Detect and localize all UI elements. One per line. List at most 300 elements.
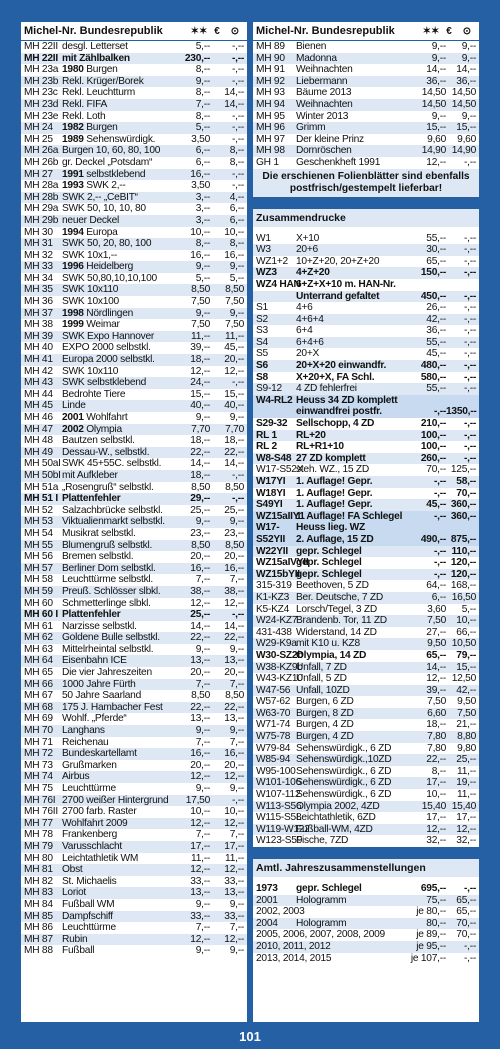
item-description: Narzisse selbstkl. [62, 620, 137, 632]
item-description: Weihnachten [296, 64, 353, 76]
item-description: 2. Auflage, 15 ZD [296, 533, 374, 545]
price-used: 8,50 [225, 539, 244, 551]
item-description: steh. WZ., 15 ZD [296, 464, 369, 476]
price-used: 14,-- [456, 64, 476, 76]
item-description: Fußball WM [62, 898, 115, 910]
price-used: -,-- [231, 75, 244, 87]
price-mint: 230,-- [184, 52, 210, 64]
item-description: Sehenswürdigk., 6 ZD [296, 789, 392, 801]
table-row [253, 314, 479, 326]
item-description: 1. Auflage! FA Schlegel [296, 510, 403, 522]
price-mint: 12,-- [190, 817, 210, 829]
price-used: 12,-- [456, 823, 476, 835]
table-row [253, 244, 479, 256]
item-number: MH 64 [24, 655, 53, 667]
item-description: 1991 selbstklebend [62, 168, 146, 180]
item-number: MH 34 [24, 272, 53, 284]
item-number: W119-W122 [256, 823, 310, 835]
item-number: MH 75 [24, 783, 53, 794]
item-number: MH 76I [24, 794, 56, 806]
price-mint: 8,50 [191, 539, 210, 551]
item-number: W29-K9a [256, 638, 297, 650]
price-used: -,-- [463, 383, 476, 395]
item-number: MH 82 [24, 875, 53, 887]
item-number: MH 41 [24, 354, 53, 366]
item-number: MH 29a [24, 203, 59, 215]
item-description: Bremen selbstkl. [62, 551, 134, 563]
item-number: MH 26b [24, 156, 59, 168]
price-mint: 24,-- [190, 377, 210, 389]
table-row [253, 134, 479, 146]
item-number: WZ15bYII [256, 568, 300, 580]
item-number: MH 68 [24, 701, 53, 713]
item-description: Wohlfahrt 2009 [62, 817, 128, 829]
price-mint: -,-- [433, 510, 446, 522]
item-description: 2700 weißer Hintergrund [62, 794, 169, 806]
item-description [296, 929, 410, 941]
table-row [21, 829, 247, 841]
price-mint: 8,50 [191, 481, 210, 493]
price-mint: je 89,-- [416, 929, 446, 941]
price-mint: 8,-- [195, 87, 210, 99]
item-description: Sehenswürdigk., 6 ZD [296, 777, 392, 789]
table-row [21, 563, 247, 575]
item-description: mit K10 u. KZ8 [296, 638, 360, 650]
price-mint: 9,-- [195, 783, 210, 794]
price-mint: 18,-- [426, 719, 446, 731]
table-row [253, 256, 479, 268]
price-mint: 9,50 [427, 638, 446, 650]
price-mint: 100,-- [420, 429, 446, 441]
price-used: 125,-- [450, 464, 476, 476]
price-mint: 75,-- [426, 894, 446, 906]
item-number: W63-70 [256, 707, 291, 719]
item-number: MH 26a [24, 145, 59, 157]
price-used: 14,50 [451, 98, 476, 110]
item-number: MH 90 [256, 52, 285, 64]
item-description: 10+Z+20, 20+Z+20 [296, 255, 380, 267]
table-row [21, 540, 247, 552]
item-description: Burgen, 4 ZD [296, 719, 354, 731]
price-used: 14,90 [451, 145, 476, 157]
item-description: einwandfrei postfr. [296, 406, 382, 418]
price-used: 11,-- [225, 852, 244, 864]
table-row [21, 482, 247, 494]
item-description: 4 ZD fehlerfrei [296, 383, 357, 395]
price-mint: 6,-- [195, 145, 210, 157]
item-number: 2001 [256, 894, 278, 906]
table-row [253, 569, 479, 581]
table-row [253, 464, 479, 476]
table-row [253, 383, 479, 395]
item-description: 2002 Olympia [62, 423, 122, 435]
price-used: -,-- [463, 302, 476, 314]
price-used: -,-- [463, 267, 476, 279]
item-number: MH 73 [24, 759, 53, 771]
item-number: MH 23b [24, 75, 59, 87]
item-description: Mittelrheintal selbstkl. [62, 643, 154, 655]
item-description: Leuchttürme [62, 922, 116, 934]
price-used: 16,50 [451, 591, 476, 603]
table-row [253, 708, 479, 720]
item-description: 1999 Weimar [62, 319, 120, 331]
price-used: 7,-- [229, 736, 244, 748]
price-used: 8,50 [225, 690, 244, 702]
table-row [21, 667, 247, 679]
price-used: 12,-- [224, 933, 244, 945]
price-mint: je 107,-- [410, 952, 446, 964]
item-description: SWK 10x100 [62, 296, 119, 308]
item-number: W17YI [256, 476, 286, 487]
table-row [21, 760, 247, 772]
table-row [253, 627, 479, 639]
table-row [253, 233, 479, 245]
price-used: -,-- [231, 122, 244, 134]
price-used: -,-- [231, 469, 244, 481]
table-row [253, 650, 479, 662]
price-mint: 7,-- [195, 736, 210, 748]
item-number: MH 38 [24, 319, 53, 331]
price-used: -,-- [463, 940, 476, 952]
table-row [253, 835, 479, 847]
price-mint: 64,-- [426, 580, 446, 592]
table-row [253, 372, 479, 384]
item-number: MH 54 [24, 527, 53, 539]
item-description: 1000 Jahre Fürth [62, 678, 136, 690]
item-number: W22YII [256, 545, 288, 557]
item-description: Dessau-W., selbstkl. [62, 446, 150, 458]
price-mint: 22,-- [190, 446, 210, 458]
item-number: MH 42 [24, 365, 53, 377]
item-number: MH 39 [24, 330, 53, 342]
item-description: EXPO 2000 selbstkl. [62, 342, 151, 354]
item-number: MH 51 I [24, 493, 58, 505]
price-used: 8,80 [457, 731, 476, 743]
price-mint: 20,-- [190, 667, 210, 679]
item-number: 2002, 2003 [256, 906, 305, 918]
price-used: 5,-- [229, 272, 244, 284]
price-mint: 13,-- [190, 887, 210, 899]
item-number: MH 28b [24, 191, 59, 203]
item-number: MH 60 I [24, 609, 58, 621]
table-row [21, 516, 247, 528]
item-number: MH 27 [24, 168, 53, 180]
price-mint: 20,-- [190, 551, 210, 563]
item-description: 1982 Burgen [62, 122, 118, 134]
item-description: 2700 farb. Raster [62, 806, 137, 818]
item-number: W17- [256, 522, 280, 534]
table-row [253, 395, 479, 407]
price-used: 14,-- [224, 87, 244, 99]
item-number: MH 74 [24, 771, 53, 783]
item-number: MH 45 [24, 400, 53, 412]
item-number: MH 25 [24, 133, 53, 145]
item-number: MH 69 [24, 713, 53, 725]
price-mint: 5,-- [195, 122, 210, 134]
table-row [253, 53, 479, 65]
item-description: 1998 Nördlingen [62, 307, 134, 319]
price-mint: 3,60 [427, 603, 446, 615]
price-mint: 150,-- [420, 267, 446, 279]
item-description: Frankenberg [62, 829, 118, 841]
table-row [21, 922, 247, 934]
mint-never-hinged-icon: ✶✶ [422, 25, 440, 37]
price-used: 21,-- [456, 719, 476, 731]
item-description: Burgen 10, 60, 80, 100 [62, 145, 161, 157]
price-used: 8,-- [229, 145, 244, 157]
price-mint: 22,-- [190, 701, 210, 713]
item-number: MH 62 [24, 632, 53, 644]
table-row [21, 389, 247, 401]
table-row [21, 609, 247, 621]
item-number: MH 58 [24, 574, 53, 586]
price-used: -,-- [463, 348, 476, 360]
table-row [253, 546, 479, 558]
table-row [253, 499, 479, 511]
table-row [253, 696, 479, 708]
item-number: MH 77 [24, 817, 53, 829]
price-mint: 17,-- [426, 777, 446, 789]
item-number: S1 [256, 302, 268, 314]
item-number: WZ15aIIY1 [256, 510, 305, 522]
price-used: -,-- [463, 244, 476, 256]
price-mint: 6,60 [427, 707, 446, 719]
price-used: 7,-- [229, 574, 244, 586]
item-number: WZ3 [256, 267, 277, 279]
item-description [296, 941, 410, 953]
item-number: MH 36 [24, 296, 53, 308]
item-description: gepr. Schlegel [296, 545, 362, 557]
table-row [21, 227, 247, 239]
price-used: 65,-- [456, 894, 476, 906]
price-used: 38,-- [224, 585, 244, 597]
table-row [253, 685, 479, 697]
price-mint: 9,-- [195, 643, 210, 655]
table-row [21, 574, 247, 586]
right-table-booklets [253, 41, 479, 169]
price-mint: 9,-- [195, 898, 210, 910]
item-description: X+20+X, FA Schl. [296, 371, 375, 383]
price-used: 9,80 [457, 742, 476, 754]
price-used: 7,-- [229, 678, 244, 690]
price-mint: 13,-- [190, 655, 210, 667]
item-number: S3 [256, 325, 268, 337]
table-row [21, 586, 247, 598]
price-mint: 260,-- [420, 452, 446, 464]
table-row [21, 621, 247, 633]
table-row [21, 528, 247, 540]
item-description: X+10 [296, 232, 320, 244]
table-row [253, 929, 479, 941]
price-used: 12,-- [224, 365, 244, 377]
price-used: 14,-- [224, 458, 244, 470]
price-mint: 11,-- [191, 330, 210, 342]
table-row [21, 458, 247, 470]
price-used: 10,50 [451, 638, 476, 650]
item-number: MH 65 [24, 667, 53, 679]
item-number: MH 87 [24, 933, 53, 945]
price-mint: 15,-- [426, 122, 446, 134]
price-used: 66,-- [456, 626, 476, 638]
price-mint: 39,-- [190, 342, 210, 354]
table-row [253, 754, 479, 766]
item-description: Leuchttürme selbstkl. [62, 574, 154, 586]
price-mint: 17,-- [426, 812, 446, 824]
item-number: MH 88 [24, 945, 53, 957]
table-row [21, 366, 247, 378]
price-used: 6,-- [229, 214, 244, 226]
table-row [21, 795, 247, 807]
item-description: SWK 50, 10, 10, 80 [62, 203, 146, 215]
price-mint: 7,-- [195, 829, 210, 841]
item-description: Unterrand gefaltet [296, 290, 380, 302]
price-used: 20,-- [224, 759, 244, 771]
price-used: -,-- [463, 360, 476, 372]
notice: Die erschienen Folienblätter sind ebenfalls postfrisch/gestempelt lieferbar! [253, 169, 479, 197]
item-number: MH 44 [24, 388, 53, 400]
used-stamp-icon: ⊙ [462, 25, 472, 37]
item-description: Fische, 7ZD [296, 835, 349, 847]
table-row [21, 690, 247, 702]
table-row [21, 424, 247, 436]
item-number: W107-112 [256, 789, 301, 801]
price-used: 22,-- [224, 446, 244, 458]
table-row [21, 713, 247, 725]
table-row [21, 400, 247, 412]
item-number: MH 31 [24, 238, 53, 250]
item-number: MH 81 [24, 864, 53, 876]
table-row [253, 337, 479, 349]
price-mint [410, 395, 446, 407]
item-number: MH 83 [24, 887, 53, 899]
item-number: MH 56 [24, 551, 53, 563]
price-used: 14,-- [224, 620, 244, 632]
page-number: 101 [239, 1029, 261, 1044]
item-description: Sehenswürdigk., 6 ZD [296, 742, 392, 754]
price-mint: 695,-- [420, 883, 446, 894]
item-number [256, 406, 296, 418]
table-row [253, 360, 479, 372]
table-row [253, 895, 479, 907]
item-description: Rekl. Krüger/Borek [62, 75, 144, 87]
table-row [253, 906, 479, 918]
price-used: 11,-- [457, 765, 476, 777]
table-row [21, 841, 247, 853]
price-used: -,-- [463, 156, 476, 168]
item-number: MH 78 [24, 829, 53, 841]
item-description: gr. Deckel „Potsdam“ [62, 156, 153, 168]
item-description: 4+6+4 [296, 313, 324, 325]
price-mint: 30,-- [426, 244, 446, 256]
item-description: Preuß. Schlösser slbkl. [62, 585, 161, 597]
price-mint: 17,50 [185, 794, 210, 806]
price-mint: 23,-- [190, 527, 210, 539]
table-row [253, 731, 479, 743]
table-row [21, 447, 247, 459]
price-mint: 45,-- [426, 348, 446, 360]
table-row [21, 679, 247, 691]
price-mint: 8,-- [195, 238, 210, 250]
item-number: MH 92 [256, 75, 285, 87]
price-mint: 12,-- [426, 156, 446, 168]
item-description: Madonna [296, 52, 337, 64]
item-number: MH 22II [24, 52, 58, 64]
item-number: MH 93 [256, 87, 285, 99]
table-row [21, 470, 247, 482]
item-number: W115-S58 [256, 812, 302, 824]
table-row [21, 76, 247, 88]
item-number: MH 23c [24, 87, 58, 99]
price-mint: 26,-- [426, 302, 446, 314]
table-row [253, 662, 479, 674]
item-description: Rekl. Loth [62, 110, 106, 122]
item-description: Beethoven, 5 ZD [296, 580, 369, 592]
table-row [253, 267, 479, 279]
item-number: 1973 [256, 883, 278, 894]
item-number: 2004 [256, 917, 278, 929]
item-description: Sellschopp, 4 ZD [296, 418, 375, 430]
price-mint: 18,-- [190, 435, 210, 447]
table-row [253, 777, 479, 789]
price-mint: -,-- [433, 557, 446, 569]
table-row [21, 505, 247, 517]
item-number: WZ1+2 [256, 255, 288, 267]
price-used: 15,-- [224, 388, 244, 400]
item-description: Reichenau [62, 736, 109, 748]
price-mint: 3,-- [195, 214, 210, 226]
table-row [21, 853, 247, 865]
price-used: 36,-- [456, 75, 476, 87]
table-row [21, 598, 247, 610]
item-description: Geschenkheft 1991 [296, 156, 381, 168]
item-number: MH 94 [256, 98, 285, 110]
item-description: 50 Jahre Saarland [62, 690, 142, 702]
table-row [21, 945, 247, 957]
table-row [21, 122, 247, 134]
item-description: Goldene Bulle selbstkl. [62, 632, 160, 644]
right-header [253, 22, 479, 41]
table-row [21, 134, 247, 146]
price-mint: 39,-- [426, 684, 446, 696]
price-mint: 5,-- [195, 272, 210, 284]
price-used: -,-- [463, 325, 476, 337]
price-used: 16,-- [224, 748, 244, 760]
item-number: W113-S56 [256, 800, 302, 812]
item-number: 2010, 2011, 2012 [256, 940, 331, 952]
item-description: 4+Z+20 [296, 267, 330, 279]
item-number: W17-S52X [256, 464, 304, 476]
table-row [253, 604, 479, 616]
price-used: 12,-- [224, 771, 244, 783]
price-mint: 18,-- [190, 354, 210, 366]
price-used: 22,-- [224, 632, 244, 644]
item-number: W30-SZ2b [256, 649, 304, 661]
item-number: MH 22II [24, 41, 58, 52]
table-row [21, 377, 247, 389]
price-used: 70,-- [456, 929, 476, 941]
table-row [253, 157, 479, 169]
item-number: MH 46 [24, 412, 53, 423]
item-number: W18YI [256, 487, 286, 499]
price-used: 9,60 [457, 133, 476, 145]
item-description: SWK 2,-- „CeBIT“ [62, 191, 138, 203]
item-number: MH 67 [24, 690, 53, 702]
table-row [21, 41, 247, 53]
item-number: 315-319 [256, 580, 292, 592]
price-used: 9,-- [229, 725, 244, 737]
price-mint: 7,-- [195, 98, 210, 110]
table-row [21, 737, 247, 749]
